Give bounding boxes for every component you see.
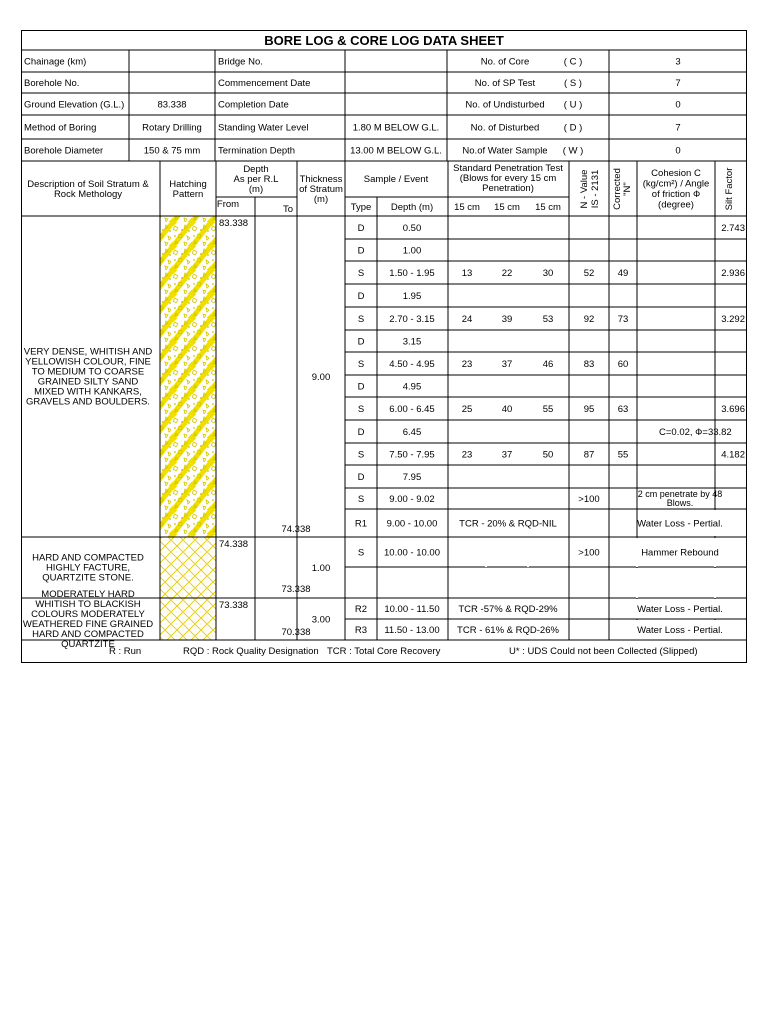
sample-15-remark: Water Loss - Pertial. bbox=[637, 604, 723, 615]
sample-2-type: S bbox=[357, 268, 365, 279]
info-label-2: Ground Elevation (G.L.) bbox=[24, 99, 125, 111]
sample-11-type: D bbox=[357, 472, 365, 483]
info-right-label-0: No. of Core bbox=[480, 56, 530, 68]
merge-mask-core-0-b bbox=[527, 538, 529, 567]
info-right-value-1: 7 bbox=[675, 78, 681, 89]
sample-10-blows-2: 37 bbox=[501, 449, 513, 461]
info-value-3: Rotary Drilling bbox=[142, 122, 202, 134]
hdr-spt-15cm-2: 15 cm bbox=[494, 202, 520, 213]
stratum-1-description-line-1: HIGHLY FACTURE, bbox=[45, 562, 131, 574]
stratum-0-description-line-5: GRAVELS AND BOULDERS. bbox=[26, 396, 150, 408]
sample-6-type: S bbox=[357, 359, 365, 370]
hdr-to: To bbox=[282, 204, 294, 215]
stratum-0-to: 74.338 bbox=[281, 524, 311, 535]
hatching-pattern-sand-gravel-yellow bbox=[161, 217, 216, 537]
info-right-value-3: 7 bbox=[675, 122, 681, 134]
legend-item-2: TCR : Total Core Recovery bbox=[327, 646, 441, 657]
sample-10-n-value: 87 bbox=[583, 449, 595, 461]
sample-12-cohesion-line-1: Blows. bbox=[666, 498, 694, 508]
hdr-hatching-line-0: Hatching bbox=[169, 179, 207, 190]
stratum-0-description-line-2: TO MEDIUM TO COARSE bbox=[31, 366, 145, 378]
sample-16-core-recovery: TCR - 61% & RQD-26% bbox=[457, 625, 559, 636]
stratum-1-description-line-0: HARD AND COMPACTED bbox=[32, 552, 144, 564]
hdr-from: From bbox=[216, 199, 240, 210]
legend-item-0: R : Run bbox=[109, 646, 142, 657]
sample-14-type: S bbox=[357, 547, 365, 559]
hdr-type: Type bbox=[350, 202, 372, 213]
sample-12-type: S bbox=[357, 494, 365, 505]
sample-4-silt-factor: 3.292 bbox=[721, 314, 745, 325]
hdr-corrected-n: "N" bbox=[622, 182, 633, 196]
sample-12-depth: 9.00 - 9.02 bbox=[389, 494, 435, 505]
hdr-spt-line-1: (Blows for every 15 cm bbox=[459, 173, 557, 184]
hdr-n-value-is: IS - 2131 bbox=[590, 169, 601, 209]
stratum-2-description-line-1: WHITISH TO BLACKISH bbox=[35, 599, 141, 610]
sample-2-silt-factor: 2.936 bbox=[721, 268, 745, 279]
sample-9-depth: 6.45 bbox=[402, 427, 422, 438]
sample-1-type: D bbox=[357, 245, 365, 257]
sample-6-blows-1: 23 bbox=[461, 359, 473, 370]
sample-14-remark: Hammer Rebound bbox=[641, 547, 719, 559]
info-value-2: 83.338 bbox=[157, 99, 187, 111]
sample-11-depth: 7.95 bbox=[402, 472, 422, 483]
sample-4-blows-1: 24 bbox=[461, 314, 473, 325]
sample-8-type: S bbox=[357, 404, 365, 415]
sample-8-depth: 6.00 - 6.45 bbox=[389, 404, 435, 415]
sample-16-type: R3 bbox=[354, 625, 368, 636]
sample-8-blows-3: 55 bbox=[542, 404, 554, 415]
sample-5-type: D bbox=[357, 336, 365, 348]
info-right-label-4: No.of Water Sample bbox=[462, 145, 548, 157]
sample-13-remark: Water Loss - Pertial. bbox=[637, 518, 723, 530]
hdr-thickness-line-0: Thickness bbox=[299, 174, 343, 185]
info-label-4: Borehole Diameter bbox=[24, 145, 104, 157]
sample-0-silt-factor: 2.743 bbox=[721, 223, 745, 234]
merge-mask-core-0-a bbox=[485, 538, 487, 567]
info-right-code-3: ( D ) bbox=[563, 122, 583, 134]
hdr-depth-line-0: Depth bbox=[243, 164, 269, 175]
sample-2-blows-1: 13 bbox=[461, 268, 473, 279]
info-right-code-1: ( S ) bbox=[564, 78, 582, 89]
info-right-code-2: ( U ) bbox=[563, 99, 583, 111]
sample-2-n-value: 52 bbox=[583, 268, 595, 279]
sample-2-corrected-n: 49 bbox=[617, 268, 629, 279]
sample-2-blows-3: 30 bbox=[542, 268, 554, 279]
sample-4-corrected-n: 73 bbox=[617, 314, 629, 325]
info-label-0: Chainage (km) bbox=[24, 56, 87, 68]
stratum-1-to: 73.338 bbox=[281, 584, 311, 595]
info-right-code-0: ( C ) bbox=[563, 56, 583, 68]
info-mid-value-3: 1.80 M BELOW G.L. bbox=[352, 122, 440, 134]
hdr-cohesion-line-3: (degree) bbox=[658, 199, 694, 211]
hdr-n-value: N - Value bbox=[579, 169, 590, 209]
sample-10-type: S bbox=[357, 449, 365, 461]
info-value-4: 150 & 75 mm bbox=[143, 145, 201, 157]
hdr-depth-line-2: (m) bbox=[248, 184, 264, 195]
sample-10-blows-3: 50 bbox=[542, 449, 554, 461]
sample-7-type: D bbox=[357, 381, 365, 393]
sample-14-depth: 10.00 - 10.00 bbox=[384, 547, 440, 559]
stratum-2-description-line-2: COLOURS MODERATELY bbox=[31, 609, 145, 620]
stratum-0-description-line-1: YELLOWISH COLOUR, FINE bbox=[25, 356, 151, 368]
info-right-code-4: ( W ) bbox=[562, 145, 584, 157]
sample-8-n-value: 95 bbox=[583, 404, 595, 415]
stratum-2-to: 70.338 bbox=[281, 627, 311, 638]
info-right-value-2: 0 bbox=[675, 99, 681, 111]
stratum-2-description-line-4: HARD AND COMPACTED bbox=[32, 629, 144, 640]
sample-10-corrected-n: 55 bbox=[617, 449, 629, 461]
hdr-cohesion-line-2: of friction Ф bbox=[651, 189, 701, 200]
stratum-0-description-line-0: VERY DENSE, WHITISH AND bbox=[23, 346, 153, 358]
hdr-cohesion-line-0: Cohesion C bbox=[651, 168, 701, 179]
info-right-value-4: 0 bbox=[675, 145, 681, 157]
hdr-description-line-0: Description of Soil Stratum & bbox=[27, 179, 149, 190]
merge-mask-remark-0-a bbox=[636, 538, 638, 567]
sample-4-blows-3: 53 bbox=[542, 314, 554, 325]
sample-7-depth: 4.95 bbox=[402, 381, 422, 393]
hdr-cohesion-line-1: (kg/cm²) / Angle bbox=[642, 178, 710, 190]
hdr-spt-15cm-1: 15 cm bbox=[454, 202, 480, 213]
sample-2-depth: 1.50 - 1.95 bbox=[389, 268, 435, 279]
stratum-2-description-line-3: WEATHERED FINE GRAINED bbox=[22, 619, 154, 630]
hatching-pattern-quartzite-crosshatch bbox=[161, 538, 216, 598]
hdr-depth-line-1: As per R.L bbox=[233, 174, 279, 185]
sample-2-blows-2: 22 bbox=[501, 268, 513, 279]
info-right-value-0: 3 bbox=[675, 56, 681, 68]
sample-15-core-recovery: TCR -57% & RQD-29% bbox=[458, 604, 558, 615]
sample-5-depth: 3.15 bbox=[402, 336, 422, 348]
sample-16-remark: Water Loss - Pertial. bbox=[637, 625, 723, 636]
stratum-0-thickness: 9.00 bbox=[311, 372, 331, 383]
stratum-2-description-line-5: QUARTZITE bbox=[61, 639, 115, 650]
page-title: BORE LOG & CORE LOG DATA SHEET bbox=[264, 33, 504, 48]
sample-4-depth: 2.70 - 3.15 bbox=[389, 314, 435, 325]
sample-6-corrected-n: 60 bbox=[617, 359, 629, 370]
sample-10-silt-factor: 4.182 bbox=[721, 449, 745, 461]
info-mid-label-3: Standing Water Level bbox=[218, 122, 309, 134]
stratum-2-description-line-0: MODERATELY HARD bbox=[41, 589, 135, 600]
info-label-3: Method of Boring bbox=[24, 122, 97, 134]
stratum-1-thickness: 1.00 bbox=[311, 563, 331, 574]
info-right-label-3: No. of Disturbed bbox=[470, 122, 540, 134]
sample-0-type: D bbox=[357, 223, 365, 234]
hdr-thickness-line-2: (m) bbox=[313, 194, 329, 205]
stratum-2-from: 73.338 bbox=[219, 600, 249, 611]
sample-6-blows-2: 37 bbox=[501, 359, 513, 370]
info-mid-label-2: Completion Date bbox=[218, 99, 289, 111]
info-mid-label-1: Commencement Date bbox=[218, 78, 311, 89]
bore-log-sheet bbox=[21, 30, 747, 663]
stratum-1-from: 74.338 bbox=[219, 539, 249, 550]
hdr-sample-depth: Depth (m) bbox=[390, 202, 434, 213]
sample-8-corrected-n: 63 bbox=[617, 404, 629, 415]
hatching-pattern-quartzite-crosshatch bbox=[161, 599, 216, 640]
sample-10-blows-1: 23 bbox=[461, 449, 473, 461]
sample-3-depth: 1.95 bbox=[402, 291, 422, 302]
sample-9-cohesion: C=0.02, Ф=33.82 bbox=[659, 427, 732, 438]
legend-item-3: U* : UDS Could not been Collected (Slipped) bbox=[509, 646, 698, 657]
info-mid-label-0: Bridge No. bbox=[218, 56, 263, 68]
info-mid-label-4: Termination Depth bbox=[218, 145, 296, 157]
sample-8-blows-1: 25 bbox=[461, 404, 473, 415]
sample-16-depth: 11.50 - 13.00 bbox=[384, 625, 440, 636]
hdr-hatching-line-1: Pattern bbox=[172, 189, 204, 200]
hdr-spt-line-2: Penetration) bbox=[482, 183, 534, 194]
stratum-0-description-line-3: GRAINED SILTY SAND bbox=[37, 376, 139, 388]
sample-4-blows-2: 39 bbox=[501, 314, 513, 325]
hdr-spt-15cm-3: 15 cm bbox=[535, 202, 561, 213]
legend-item-1: RQD : Rock Quality Designation bbox=[183, 646, 319, 657]
sample-13-type: R1 bbox=[354, 518, 368, 530]
hdr-corrected: Corrected bbox=[612, 168, 623, 210]
sample-4-n-value: 92 bbox=[583, 314, 595, 325]
sample-12-n-value: >100 bbox=[578, 494, 600, 505]
sample-13-core-recovery: TCR - 20% & RQD-NIL bbox=[459, 518, 557, 530]
info-right-label-2: No. of Undisturbed bbox=[465, 99, 545, 111]
stratum-0-description-line-4: MIXED WITH KANKARS, bbox=[34, 386, 142, 398]
hdr-description-line-1: Rock Methology bbox=[53, 189, 123, 200]
sample-9-type: D bbox=[357, 427, 365, 438]
stratum-2-thickness: 3.00 bbox=[311, 614, 331, 626]
sample-6-depth: 4.50 - 4.95 bbox=[389, 359, 435, 370]
sample-12-cohesion-line-0: 2 cm penetrate by 48 bbox=[637, 489, 723, 499]
sample-13-depth: 9.00 - 10.00 bbox=[386, 518, 438, 530]
sample-0-depth: 0.50 bbox=[402, 223, 422, 234]
hdr-sample-event: Sample / Event bbox=[363, 174, 429, 185]
hdr-spt-line-0: Standard Penetration Test bbox=[453, 163, 563, 174]
sample-8-blows-2: 40 bbox=[501, 404, 513, 415]
sample-8-silt-factor: 3.696 bbox=[721, 404, 745, 415]
merge-mask-remark-1-b bbox=[714, 568, 716, 598]
merge-mask-remark-1-a bbox=[636, 568, 638, 598]
info-right-label-1: No. of SP Test bbox=[474, 78, 536, 89]
sample-1-depth: 1.00 bbox=[402, 245, 422, 257]
sample-4-type: S bbox=[357, 314, 365, 325]
stratum-1-description-line-2: QUARTZITE STONE. bbox=[42, 572, 134, 584]
hdr-silt-factor: Silt Factor bbox=[724, 167, 735, 211]
sample-10-depth: 7.50 - 7.95 bbox=[389, 449, 435, 461]
sample-14-n-value: >100 bbox=[578, 547, 600, 559]
stratum-0-from: 83.338 bbox=[219, 218, 249, 229]
sample-15-type: R2 bbox=[354, 604, 368, 615]
info-label-1: Borehole No. bbox=[24, 78, 80, 89]
sample-6-n-value: 83 bbox=[583, 359, 595, 370]
sample-15-depth: 10.00 - 11.50 bbox=[384, 604, 440, 615]
hdr-thickness-line-1: of Stratum bbox=[299, 184, 343, 195]
sample-6-blows-3: 46 bbox=[542, 359, 554, 370]
info-mid-value-4: 13.00 M BELOW G.L. bbox=[350, 145, 442, 157]
sample-3-type: D bbox=[357, 291, 365, 302]
